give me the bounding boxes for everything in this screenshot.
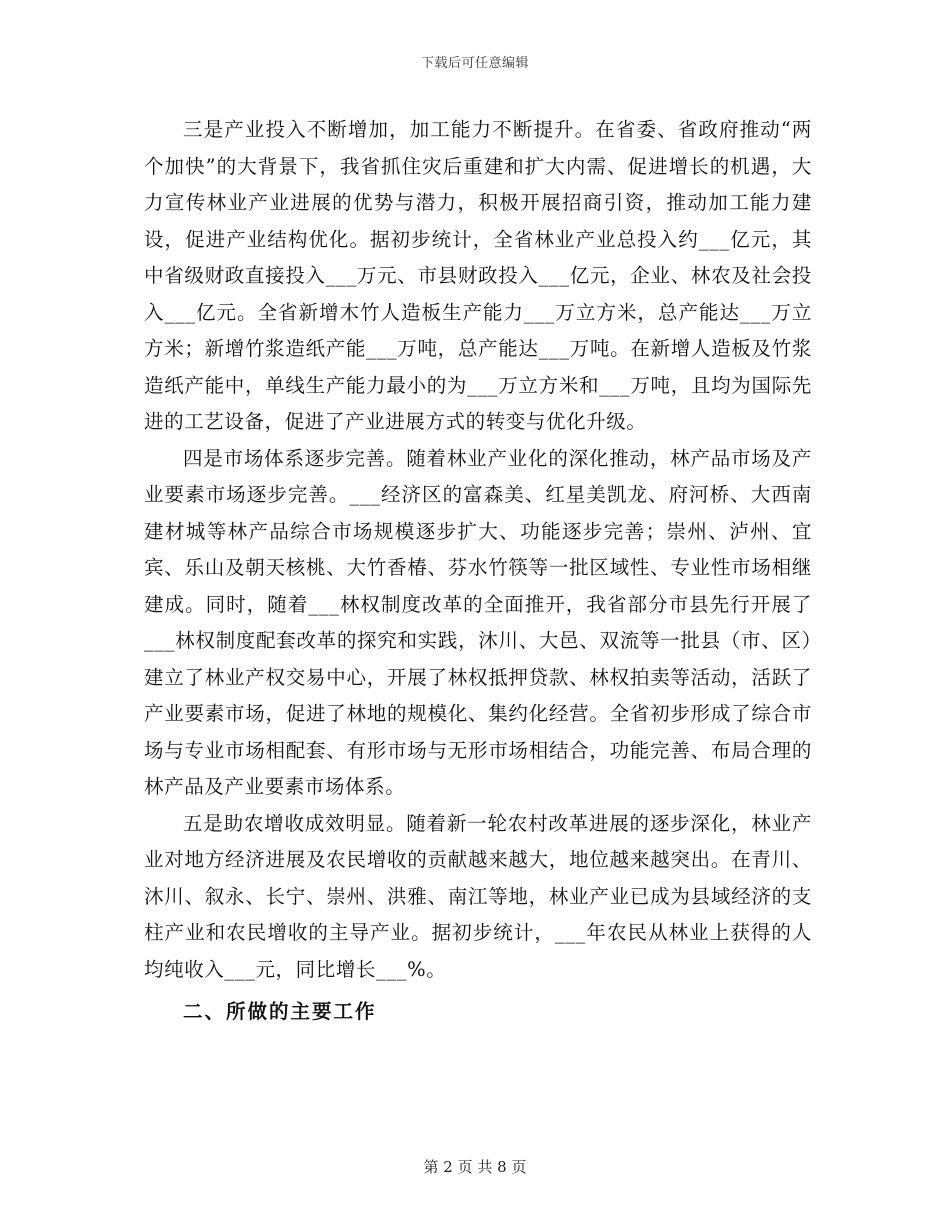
section-heading: 二、所做的主要工作 [183, 1000, 377, 1023]
page-footer: 第 2 页 共 8 页 [423, 1158, 527, 1176]
paragraph-market-system: 四是市场体系逐步完善。随着林业产业化的深化推动，林产品市场及产业要素市场逐步完善。___经济区的富森美、红星美凯龙、府河桥、大西南建材城等林产品综合市场规模逐步扩大、功能逐步完善；崇州、泸州、宜宾、乐山及朝天核桃、大竹香椿、芬水竹筷等一批区域性、专业性市场相继建成。同时，随着___林权制度改革的全面推开，我省部分市县先行开展了___林权制度配套改革的探究和实践，沐川、大邑、双流等一批县（市、区）建立了林业产权交易中心，开展了林权抵押贷款、林权拍卖等活动，活跃了产业要素市场，促进了林地的规模化、集约化经营。全省初步形成了综合市场与专业市场相配套、有形市场与无形市场相结合，功能完善、布局合理的林产品及产业要素市场体系。 [144, 446, 812, 798]
document-body [144, 112, 812, 1031]
page-header: 下载后可任意编辑 [420, 56, 529, 71]
paragraph-farmer-income: 五是助农增收成效明显。随着新一轮农村改革进展的逐步深化，林业产业对地方经济进展及农民增收的贡献越来越大，地位越来越突出。在青川、沐川、叙永、长宁、崇州、洪雅、南江等地，林业产业已成为县域经济的支柱产业和农民增收的主导产业。据初步统计，___年农民从林业上获得的人均纯收入___元，同比增长___%。 [144, 811, 812, 981]
paragraph-investment: 三是产业投入不断增加，加工能力不断提升。在省委、省政府推动“两个加快”的大背景下，我省抓住灾后重建和扩大内需、促进增长的机遇，大力宣传林业产业进展的优势与潜力，积极开展招商引资，推动加工能力建设，促进产业结构优化。据初步统计，全省林业产业总投入约___亿元，其中省级财政直接投入___万元、市县财政投入___亿元，企业、林农及社会投入___亿元。全省新增木竹人造板生产能力___万立方米，总产能达___万立方米；新增竹浆造纸产能___万吨，总产能达___万吨。在新增人造板及竹浆造纸产能中，单线生产能力最小的为___万立方米和___万吨，且均为国际先进的工艺设备，促进了产业进展方式的转变与优化升级。 [144, 118, 812, 433]
